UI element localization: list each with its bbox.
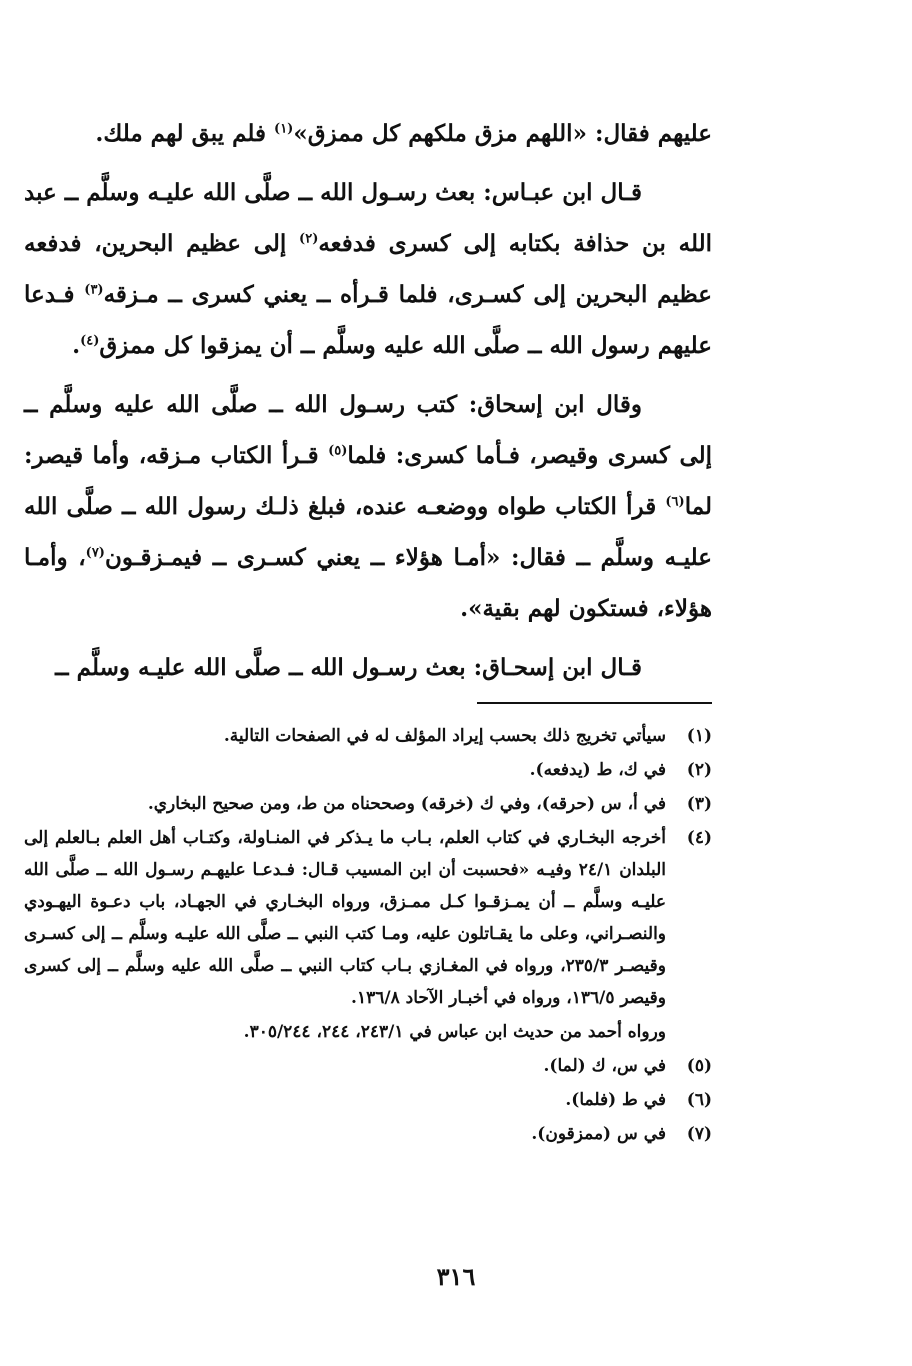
main-text [24, 108, 712, 701]
paragraph-2-part-b: إلى عظيم البحرين، فدفعه عظيم البحرين إلى كسـرى، فلما قـرأه ــ يعني كسرى ــ مـزقه [24, 230, 712, 308]
paragraph-2-part-c: فـدعا عليهم رسول الله ــ صلَّى الله عليه وسلَّم ــ أن يمزقوا كل ممزق [24, 281, 712, 359]
footnote-4 [24, 822, 712, 1014]
footnote-number: (١) [686, 726, 712, 746]
footnote-number: (٦) [686, 1090, 712, 1110]
footnote-number: (٧) [686, 1124, 712, 1144]
paragraph-2-part-d: . [72, 332, 81, 359]
paragraph-2-part-a: قـال ابن عبـاس: بعث رسـول الله ــ صلَّى الله عليـه وسلَّم ــ عبد الله بن حذافة بكتابه إلى كسرى فدفعه [24, 179, 712, 257]
paragraph-3-part-c: قرأ الكتاب طواه ووضعـه عنده، فبلغ ذلـك رسول الله ــ صلَّى الله عليـه وسلَّم ــ فقال: «أمـا هؤلاء ــ يعني كسـرى ــ فيمـزقـون [24, 493, 712, 571]
footnote-7 [24, 1118, 712, 1150]
paragraph-3-part-a: وقال ابن إسحاق: كتب رسـول الله ــ صلَّى الله عليه وسلَّم ــ إلى كسرى وقيصر، فـأما كسرى: فلما [24, 391, 713, 469]
footnote-ref-6: (٦) [665, 494, 685, 510]
paragraph-1-text: عليهم فقال: «اللهم مزق ملكهم كل ممزق» [293, 120, 712, 147]
footnote-3 [24, 788, 712, 820]
footnote-text: في ك، ط (يدفعه). [529, 760, 666, 780]
footnote-ref-5: (٥) [328, 443, 348, 459]
footnote-ref-4: (٤) [80, 333, 100, 349]
paragraph-2 [24, 167, 712, 371]
footnotes [24, 720, 712, 1152]
footnote-text: في ط (فلما). [565, 1090, 666, 1110]
footnote-ref-7: (٧) [85, 545, 105, 561]
footnote-2 [24, 754, 712, 786]
paragraph-4 [24, 642, 712, 693]
footnote-text: في س (ممزقون). [531, 1124, 666, 1144]
footnote-text: أخرجه البخـاري في كتاب العلم، بـاب ما يـذكر في المنـاولة، وكتـاب أهل العلم بـالعلم إلى البلدان ٢٤/١ وفيـه «فحسبت أن ابن المسيب قـال: فـدعـا عليهـم رسـول الله ــ صلَّى الله عليـه وسلَّم ــ أن يمـزقـوا كـل ممـزق، ورواه البخـاري في الجهـاد، باب دعـوة اليهـودي والنصـراني، وعلى ما يقـاتلون عليه، ومـا كتب النبي ــ صلَّى الله عليـه وسلَّم ــ إلى كسـرى وقيصـر ٢٣٥/٣، ورواه في المغـازي بـاب كتاب النبي ــ صلَّى الله عليه وسلَّم ــ إلى كسرى وقيصر ١٣٦/٥، ورواه في أخبـار الآحاد ١٣٦/٨. [24, 828, 666, 1008]
footnote-6 [24, 1084, 712, 1116]
footnote-separator [477, 702, 712, 704]
footnote-1 [24, 720, 712, 752]
footnote-number: (٣) [686, 794, 712, 814]
footnote-number: (٥) [686, 1056, 712, 1076]
paragraph-3-part-d: ، وأمـا هؤلاء، فستكون لهم بقية». [24, 544, 712, 622]
footnote-number: (٤) [686, 828, 712, 848]
footnote-4-continuation: ورواه أحمد من حديث ابن عباس في ٢٤٣/١، ٢٤٤، ٣٠٥/٢٤٤. [243, 1022, 666, 1042]
footnote-text: في أ، س (حرقه)، وفي ك (خرقه) وصححناه من ط، ومن صحيح البخاري. [147, 794, 666, 814]
footnote-text: سيأتي تخريج ذلك بحسب إيراد المؤلف له في الصفحات التالية. [223, 726, 666, 746]
paragraph-3 [24, 379, 712, 634]
paragraph-1-end: فلم يبق لهم ملك. [95, 120, 275, 147]
paragraph-4-text: قـال ابن إسحـاق: بعث رسـول الله ــ صلَّى الله عليـه وسلَّم ــ [55, 654, 642, 681]
paragraph-1 [24, 108, 712, 159]
page-number: ٣١٦ [436, 1262, 476, 1291]
footnote-ref-2: (٢) [299, 231, 319, 247]
footnote-text: في س، ك (لما). [543, 1056, 666, 1076]
paragraph-3-part-b: قـرأ الكتاب مـزقه، وأما قيصر: لما [24, 442, 712, 520]
footnote-ref-1: (١) [274, 121, 294, 137]
footnote-ref-3: (٣) [84, 282, 104, 298]
footnote-5 [24, 1050, 712, 1082]
footnote-number: (٢) [686, 760, 712, 780]
